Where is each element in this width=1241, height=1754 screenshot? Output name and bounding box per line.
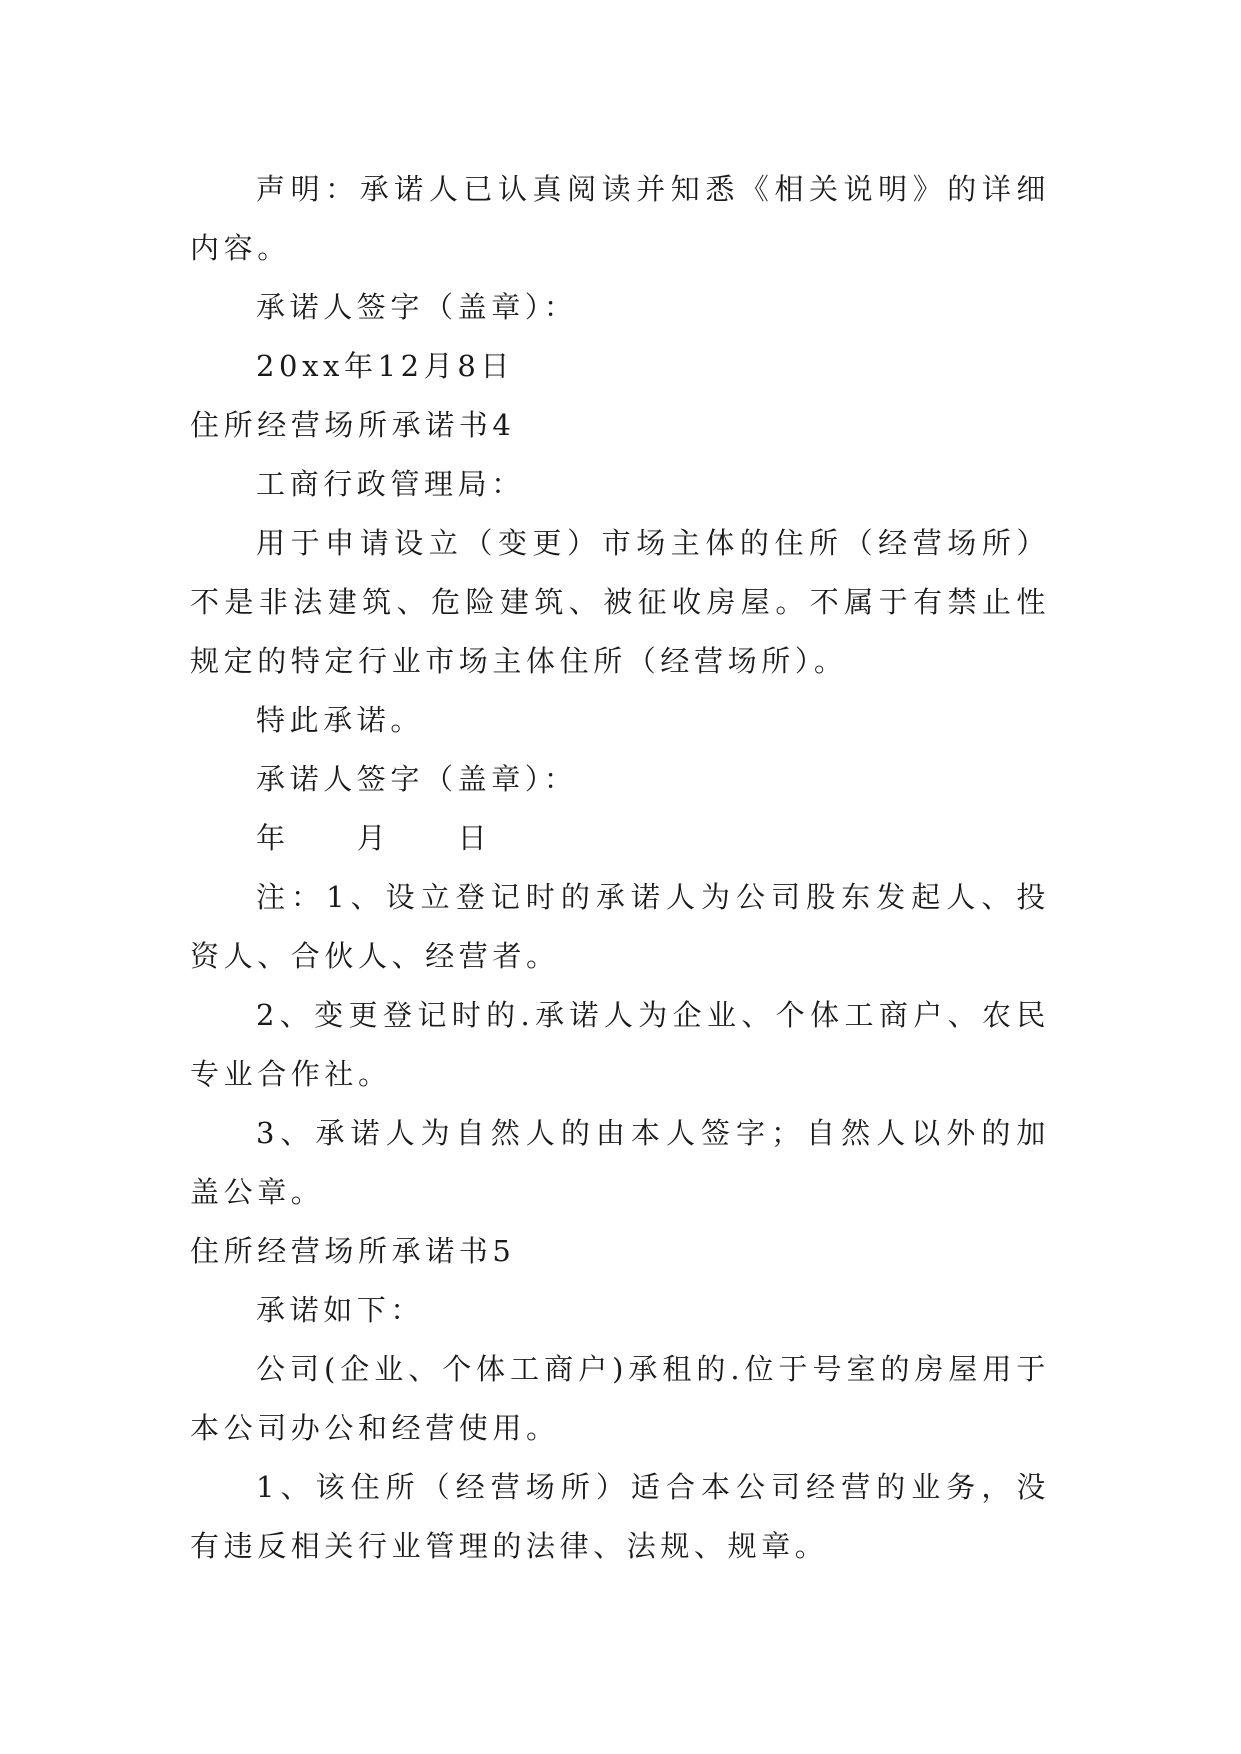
signature-line: 承诺人签字（盖章）： bbox=[256, 290, 578, 324]
item-1-paragraph: 1、该住所（经营场所）适合本公司经营的业务，没有违反相关行业管理的法律、法规、规章。 bbox=[190, 1470, 1050, 1563]
commitment-paragraph: 用于申请设立（变更）市场主体的住所（经营场所）不是非法建筑、危险建筑、被征收房屋。不属于有禁止性规定的特定行业市场主体住所（经营场所）。 bbox=[190, 526, 1050, 678]
document-body bbox=[190, 160, 1050, 1576]
addressee-line: 工商行政管理局： bbox=[256, 467, 525, 501]
note-paragraph-2: 2、变更登记时的.承诺人为企业、个体工商户、农民专业合作社。 bbox=[190, 998, 1050, 1091]
note-paragraph-1: 注：1、设立登记时的承诺人为公司股东发起人、投资人、合伙人、经营者。 bbox=[190, 880, 1050, 973]
hereby-commit-line: 特此承诺。 bbox=[256, 703, 425, 737]
section-title-4: 住所经营场所承诺书4 bbox=[190, 408, 516, 442]
lease-paragraph: 公司(企业、个体工商户)承租的.位于号室的房屋用于本公司办公和经营使用。 bbox=[190, 1352, 1050, 1445]
section-title-5: 住所经营场所承诺书5 bbox=[190, 1234, 516, 1268]
date-line: 20xx年12月8日 bbox=[256, 349, 514, 383]
note-paragraph-3: 3、承诺人为自然人的由本人签字；自然人以外的加盖公章。 bbox=[190, 1116, 1050, 1209]
blank-date-line: 年 月 日 bbox=[256, 821, 492, 855]
declaration-paragraph: 声明：承诺人已认真阅读并知悉《相关说明》的详细内容。 bbox=[190, 172, 1050, 265]
signature-line: 承诺人签字（盖章）： bbox=[256, 762, 578, 796]
commit-as-follows-line: 承诺如下： bbox=[256, 1293, 425, 1327]
